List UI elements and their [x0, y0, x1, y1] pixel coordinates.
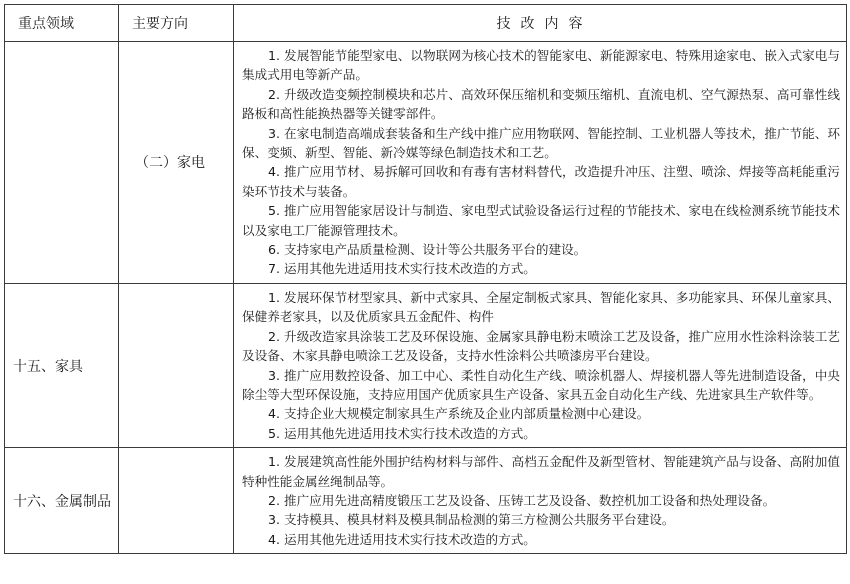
- table-row-furniture: [5, 283, 847, 447]
- header-row: [5, 5, 847, 42]
- content-item: 3. 推广应用数控设备、加工中心、柔性自动化生产线、喷涂机器人、焊接机器人等先进制造设备，中央除尘等大型环保设施，支持应用国产优质家具生产设备、家具五金自动化生产线、先进家具生产软件等。: [242, 367, 840, 402]
- content-item: 4. 支持企业大规模定制家具生产系统及企业内部质量检测中心建设。: [268, 406, 650, 422]
- header-tech-content: 技改内容: [234, 5, 847, 42]
- content-item: 5. 运用其他先进适用技术实行技术改造的方式。: [268, 425, 536, 441]
- direction-cell: [119, 283, 234, 447]
- direction-cell: （二）家电: [119, 42, 234, 284]
- area-cell: [5, 42, 119, 284]
- content-item: 7. 运用其他先进适用技术实行技术改造的方式。: [268, 261, 536, 277]
- content-cell: [234, 283, 847, 447]
- table-row-metal-products: [5, 448, 847, 554]
- area-cell: 十六、金属制品: [5, 448, 119, 554]
- content-item: 1. 发展建筑高性能外围护结构材料与部件、高档五金配件及新型管材、智能建筑产品与设备、高附加值特种性能金属丝绳制品等。: [242, 454, 840, 489]
- content-item: 6. 支持家电产品质量检测、设计等公共服务平台的建设。: [268, 242, 587, 258]
- content-cell: [234, 448, 847, 554]
- content-item: 4. 运用其他先进适用技术实行技术改造的方式。: [268, 531, 536, 547]
- content-item: 1. 发展智能节能型家电、以物联网为核心技术的智能家电、新能源家电、特殊用途家电、嵌入式家电与集成式用电等新产品。: [242, 48, 840, 83]
- header-key-area: 重点领域: [5, 5, 119, 42]
- content-item: 2. 升级改造家具涂装工艺及环保设施、金属家具静电粉末喷涂工艺及设备，推广应用水性涂料涂装工艺及设备、木家具静电喷涂工艺及设备，支持水性涂料公共喷漆房平台建设。: [242, 328, 840, 364]
- header-main-direction: 主要方向: [119, 5, 234, 42]
- area-cell: 十五、家具: [5, 283, 119, 447]
- content-item: 4. 推广应用节材、易拆解可回收和有毒有害材料替代，改造提升冲压、注塑、喷涂、焊接等高耗能重污染环节技术与装备。: [242, 164, 840, 199]
- direction-cell: [119, 448, 234, 554]
- table-row-appliances: [5, 42, 847, 284]
- content-item: 3. 支持模具、模具材料及模具制品检测的第三方检测公共服务平台建设。: [268, 512, 675, 528]
- content-cell: [234, 42, 847, 284]
- content-item: 2. 升级改造变频控制模块和芯片、高效环保压缩机和变频压缩机、直流电机、空气源热泵、高可靠性线路板和高性能换热器等关键零部件。: [242, 86, 840, 122]
- content-item: 1. 发展环保节材型家具、新中式家具、全屋定制板式家具、智能化家具、多功能家具、环保儿童家具、保健养老家具，以及优质家具五金配件、构件: [242, 289, 840, 325]
- content-item: 2. 推广应用先进高精度锻压工艺及设备、压铸工艺及设备、数控机加工设备和热处理设备。: [268, 492, 776, 508]
- content-item: 5. 推广应用智能家居设计与制造、家电型式试验设备运行过程的节能技术、家电在线检测系统节能技术以及家电工厂能源管理技术。: [242, 203, 840, 238]
- content-item: 3. 在家电制造高端成套装备和生产线中推广应用物联网、智能控制、工业机器人等技术，推广节能、环保、变频、新型、智能、新冷媒等绿色制造技术和工艺。: [242, 125, 840, 161]
- policy-table: [4, 4, 847, 554]
